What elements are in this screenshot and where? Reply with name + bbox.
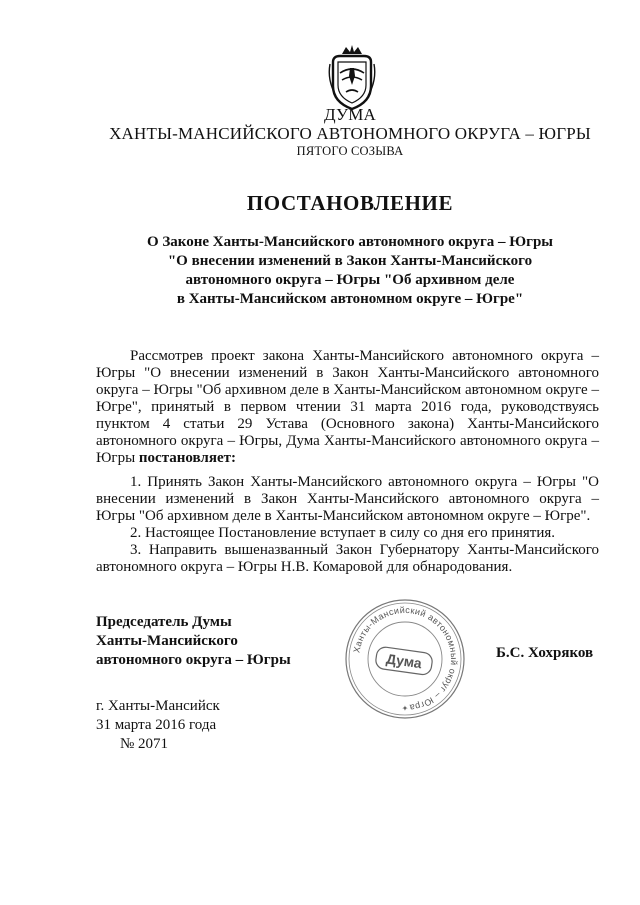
subject-line: О Законе Ханты-Мансийского автономного округа – Югры: [146, 234, 554, 250]
signer-position-line: Председатель Думы: [96, 614, 232, 630]
subject-line: "О внесении изменений в Закон Ханты-Мансийского: [167, 253, 533, 269]
okrug-heading: ХАНТЫ-МАНСИЙСКОГО АВТОНОМНОГО ОКРУГА – ЮГРЫ: [109, 124, 591, 143]
stamp-center-text: Дума: [385, 650, 423, 672]
signer-position-line: Ханты-Мансийского: [96, 633, 238, 649]
stamp-ring-text: Ханты-Мансийский автономный округ – Югра: [351, 604, 460, 713]
subject-line: в Ханты-Мансийском автономном округе – Югре": [176, 291, 524, 307]
resolution-point: 2. Настоящее Постановление вступает в силу со дня его принятия.: [130, 525, 556, 541]
document-title: ПОСТАНОВЛЕНИЕ: [246, 191, 454, 215]
resolution-point: 3. Направить вышеназванный Закон Губернатору Ханты-Мансийского автономного округа – Югры Н.В. Комаровой для обнародования.: [96, 542, 599, 575]
signer-position-line: автономного округа – Югры: [96, 652, 291, 668]
date: 31 марта 2016 года: [96, 717, 217, 733]
city: г. Ханты-Мансийск: [96, 698, 220, 714]
coat-of-arms-emblem: [324, 40, 380, 112]
preamble-paragraph: [96, 348, 599, 467]
duma-heading: ДУМА: [323, 105, 377, 124]
resolves-word: постановляет:: [138, 450, 236, 466]
signer-position: [96, 613, 291, 670]
document-subject: [0, 233, 640, 309]
document-number: № 2071: [120, 736, 169, 752]
svg-text:✦: ✦: [401, 704, 409, 713]
official-stamp: [343, 597, 467, 721]
resolution-point: 1. Принять Закон Ханты-Мансийского автономного округа – Югры "О внесении изменений в Закон Ханты-Мансийского автономного округа – Югры "Об архивном деле в Ханты-Мансийском автономном округе – Югре".: [96, 474, 599, 524]
convocation-heading: ПЯТОГО СОЗЫВА: [296, 144, 404, 158]
signer-name: Б.С. Хохряков: [496, 645, 594, 661]
resolution-points: [96, 474, 599, 576]
preamble-text: Рассмотрев проект закона Ханты-Мансийского автономного округа – Югры "О внесении изменений в Закон Ханты-Мансийского автономного округа – Югры "Об архивном деле в Ханты-Мансийском автономном округе – Югре", принятый в первом чтении 31 марта 2016 года, руководствуясь пунктом 4 статьи 29 Устава (Основного закона) Ханты-Мансийского автономного округа – Югры, Дума Ханты-Мансийского автономного округа – Югры: [96, 348, 599, 466]
document-place-date: [96, 697, 220, 754]
subject-line: автономного округа – Югры "Об архивном деле: [185, 272, 515, 288]
